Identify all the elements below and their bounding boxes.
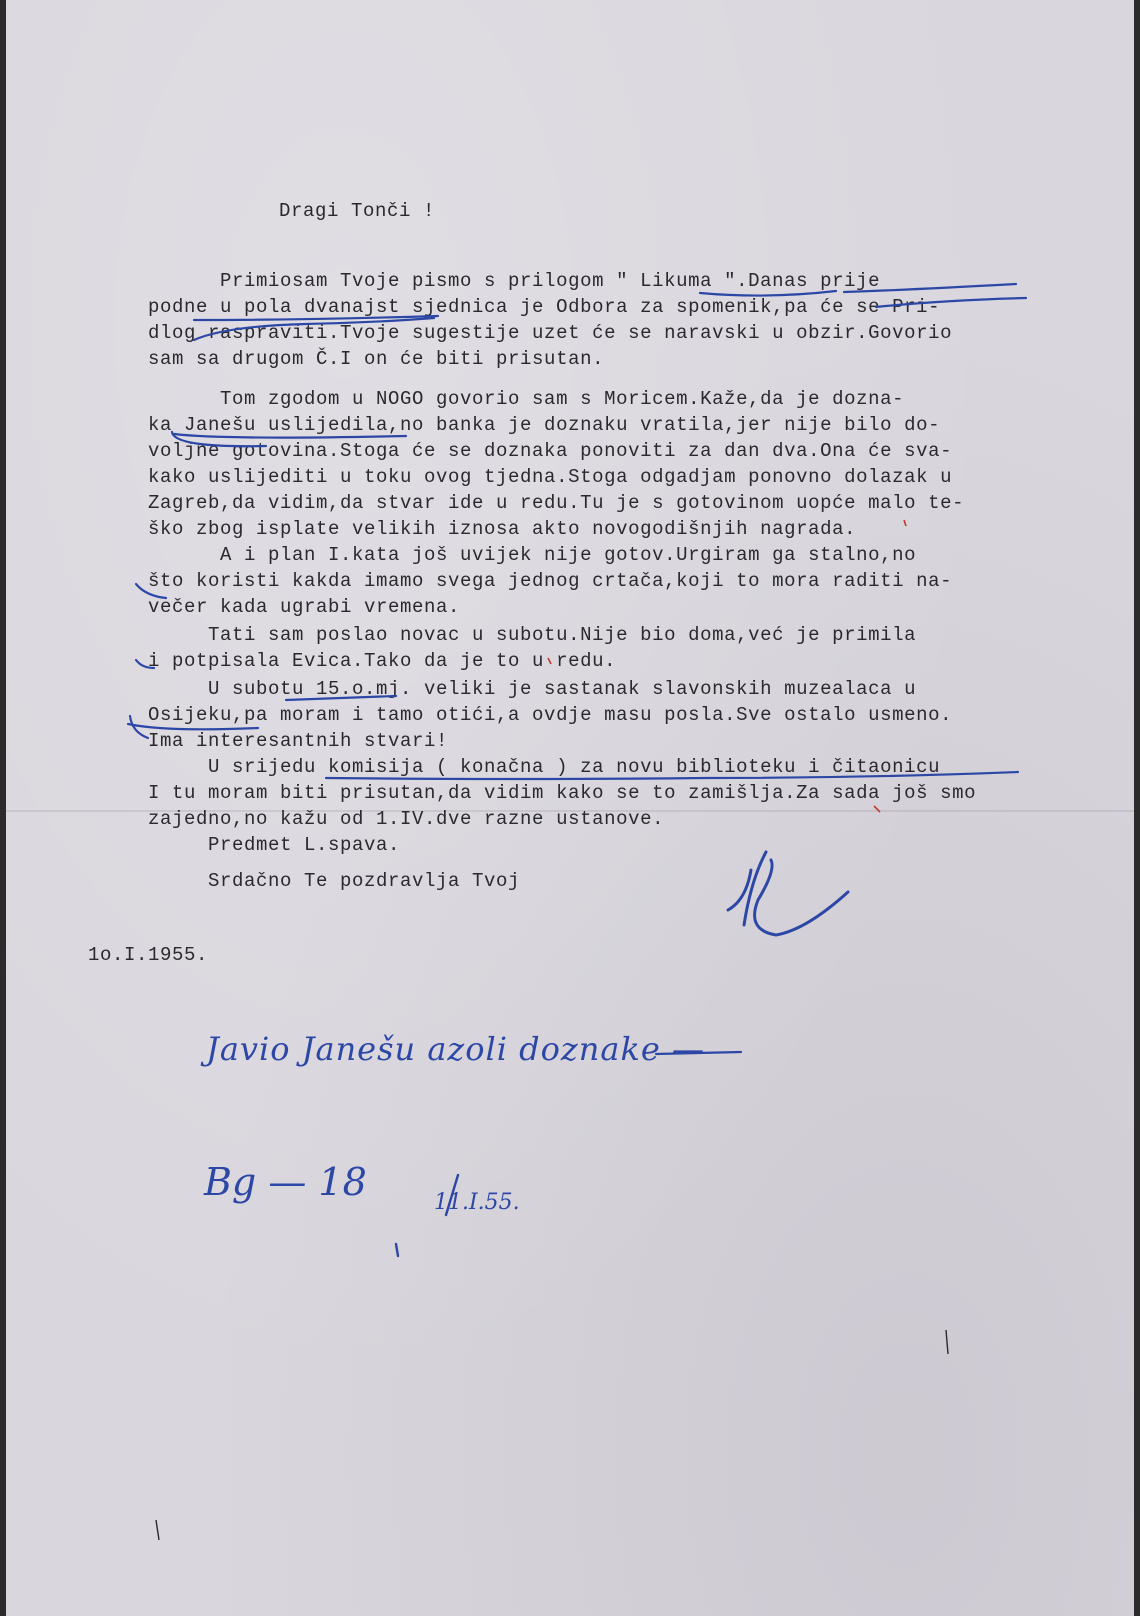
- body-line: voljne gotovina.Stoga će se doznaka ponoviti za dan dva.Ona će sva-: [148, 440, 953, 462]
- handwritten-note: Javio Janešu azoli doznake —: [206, 1030, 705, 1068]
- margin-check-1: [136, 584, 166, 598]
- body-line: i potpisala Evica.Tako da je to u redu.: [148, 650, 617, 672]
- handwritten-date: 11.I.55.: [434, 1190, 520, 1215]
- body-line: Osijeku,pa moram i tamo otići,a ovdje masu posla.Sve ostalo usmeno.: [148, 704, 953, 726]
- date-tick: [396, 1244, 398, 1256]
- body-line: večer kada ugrabi vremena.: [148, 596, 461, 618]
- body-line: A i plan I.kata još uvijek nije gotov.Urgiram ga stalno,no: [148, 544, 917, 566]
- underline-pridlog: [876, 298, 1026, 307]
- body-line: U subotu 15.o.mj. veliki je sastanak slavonskih muzealaca u: [148, 678, 917, 700]
- signature-icon: [728, 852, 848, 935]
- body-line: Tati sam poslao novac u subotu.Nije bio doma,već je primila: [148, 624, 917, 646]
- stray-mark-1: [946, 1330, 948, 1354]
- letter-date: 1o.I.1955.: [88, 944, 209, 966]
- body-line: Primiosam Tvoje pismo s prilogom " Likuma ".Danas prije: [148, 270, 881, 292]
- body-line: Ima interesantnih stvari!: [148, 730, 449, 752]
- margin-check-2: [136, 660, 154, 668]
- body-line: kako uslijediti u toku ovog tjedna.Stoga odgadjam ponovno dolazak u: [148, 466, 953, 488]
- red-mark-2: [904, 520, 906, 526]
- underline-raspraviti: [194, 318, 434, 340]
- underline-janesu: [174, 434, 406, 438]
- red-mark-1: [548, 658, 551, 664]
- body-line: U srijedu komisija ( konačna ) za novu biblioteku i čitaonicu: [148, 756, 941, 778]
- body-line: I tu moram biti prisutan,da vidim kako se to zamišlja.Za sada još smo: [148, 782, 977, 804]
- handwritten-tally: Bg — 18: [204, 1160, 367, 1204]
- underline-danas: [844, 284, 1016, 292]
- body-line: što koristi kakda imamo svega jednog crtača,koji to mora raditi na-: [148, 570, 953, 592]
- body-line: podne u pola dvanajst sjednica je Odbora za spomenik,pa će se Pri-: [148, 296, 941, 318]
- pen-markings: [6, 0, 1134, 1616]
- body-line: Zagreb,da vidim,da stvar ide u redu.Tu je s gotovinom uopće malo te-: [148, 492, 965, 514]
- date-slash: [446, 1175, 458, 1215]
- underline-likuma: [700, 291, 836, 296]
- underline-subotu: [286, 696, 396, 700]
- underline-komisija: [326, 772, 1018, 779]
- body-line: Tom zgodom u NOGO govorio sam s Moricem.Kaže,da je dozna-: [148, 388, 905, 410]
- body-line: zajedno,no kažu od 1.IV.dve razne ustanove.: [148, 808, 665, 830]
- body-line: ško zbog isplate velikih iznosa akto novogodišnjih nagrada.: [148, 518, 857, 540]
- salutation: Dragi Tonči !: [279, 200, 436, 222]
- closing-line: Srdačno Te pozdravlja Tvoj: [148, 870, 521, 892]
- underline-osijeku: [128, 724, 258, 729]
- body-line: ka Janešu uslijedila,no banka je doznaku vratila,jer nije bilo do-: [148, 414, 941, 436]
- note-dash: [656, 1052, 741, 1054]
- body-line: Predmet L.spava.: [148, 834, 401, 856]
- letter-sheet: [6, 0, 1134, 1616]
- red-mark-3: [874, 806, 880, 812]
- stray-mark-2: [156, 1520, 159, 1540]
- body-line: sam sa drugom Č.I on će biti prisutan.: [148, 348, 605, 370]
- body-line: dlog raspraviti.Tvoje sugestije uzet će se naravski u obzir.Govorio: [148, 322, 953, 344]
